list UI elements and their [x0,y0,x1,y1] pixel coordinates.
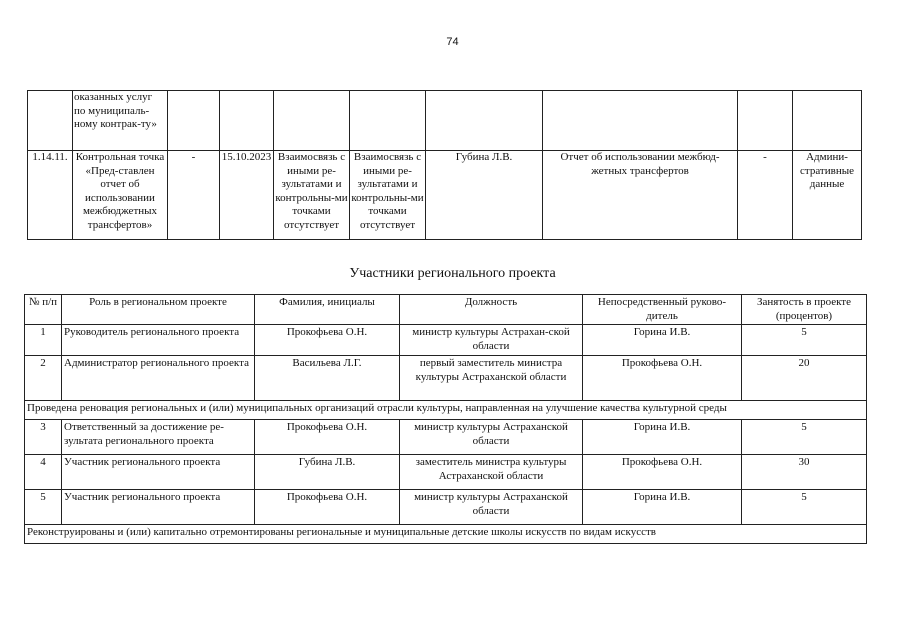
role-cell: Руководитель регионального проекта [62,325,255,356]
page-number: 74 [446,36,459,48]
table-row [25,420,867,455]
control-points-table [27,90,862,240]
manager-cell: Горина И.В. [583,490,742,525]
table-cell [28,91,73,151]
position-cell: первый заместитель министра культуры Астраханской области [400,356,583,401]
column-header: Должность [400,295,583,325]
role-cell: Администратор регионального проекта [62,356,255,401]
row-number: 2 [25,356,62,401]
result-cell: Отчет об использовании межбюд-жетных трансфертов [543,151,738,240]
table-cell [168,91,220,151]
result-section-label: Проведена реновация региональных и (или) муниципальных организаций отрасли культуры, направленная на улучшение качества культурной среды [25,401,867,420]
name-cell: Васильева Л.Г. [255,356,400,401]
row-number: 5 [25,490,62,525]
table-row [25,490,867,525]
table-cell [220,91,274,151]
section-title: Участники регионального проекта [349,266,556,281]
name-cell: Прокофьева О.Н. [255,420,400,455]
table-header-row [25,295,867,325]
table-row [25,455,867,490]
column-header: Непосредственный руково-дитель [583,295,742,325]
column-header: Роль в региональном проекте [62,295,255,325]
column-header: № п/п [25,295,62,325]
role-cell: Участник регионального проекта [62,455,255,490]
project-members-table [24,294,867,544]
manager-cell: Прокофьева О.Н. [583,356,742,401]
info-system-cell: Админи-стративные данные [793,151,862,240]
table-cell [426,91,543,151]
table-row [25,325,867,356]
load-cell: 30 [742,455,867,490]
dash-cell: - [738,151,793,240]
row-number: 1.14.11. [28,151,73,240]
name-cell: Прокофьева О.Н. [255,490,400,525]
role-cell: Ответственный за достижение ре-зультата регионального проекта [62,420,255,455]
table-section-row [25,401,867,420]
load-cell: 20 [742,356,867,401]
name-cell: Прокофьева О.Н. [255,325,400,356]
position-cell: министр культуры Астраханской области [400,490,583,525]
load-cell: 5 [742,325,867,356]
role-cell: Участник регионального проекта [62,490,255,525]
load-cell: 5 [742,490,867,525]
position-cell: заместитель министра культуры Астраханской области [400,455,583,490]
position-cell: министр культуры Астрахан-ской области [400,325,583,356]
table-row [28,151,862,240]
table-cell [543,91,738,151]
load-cell: 5 [742,420,867,455]
relation-cell: Взаимосвязь с иными ре-зультатами и контрольны-ми точками отсутствует [274,151,350,240]
table-cell: оказанных услуг по муниципаль-ному контрак-ту» [73,91,168,151]
column-header: Занятость в проекте (процентов) [742,295,867,325]
previous-cell: - [168,151,220,240]
result-section-label: Реконструированы и (или) капитально отремонтированы региональные и муниципальные детские школы искусств по видам искусств [25,525,867,544]
table-row [25,356,867,401]
table-cell [350,91,426,151]
row-number: 3 [25,420,62,455]
table-cell [793,91,862,151]
control-point-name: Контрольная точка «Пред-ставлен отчет об использовании межбюджетных трансфертов» [73,151,168,240]
table-row [28,91,862,151]
manager-cell: Горина И.В. [583,420,742,455]
row-number: 4 [25,455,62,490]
table-cell [274,91,350,151]
position-cell: министр культуры Астраханской области [400,420,583,455]
table-cell [738,91,793,151]
column-header: Фамилия, инициалы [255,295,400,325]
date-cell: 15.10.2023 [220,151,274,240]
name-cell: Губина Л.В. [255,455,400,490]
manager-cell: Горина И.В. [583,325,742,356]
relation-cell: Взаимосвязь с иными ре-зультатами и контрольны-ми точками отсутствует [350,151,426,240]
table-section-row [25,525,867,544]
responsible-cell: Губина Л.В. [426,151,543,240]
manager-cell: Прокофьева О.Н. [583,455,742,490]
row-number: 1 [25,325,62,356]
